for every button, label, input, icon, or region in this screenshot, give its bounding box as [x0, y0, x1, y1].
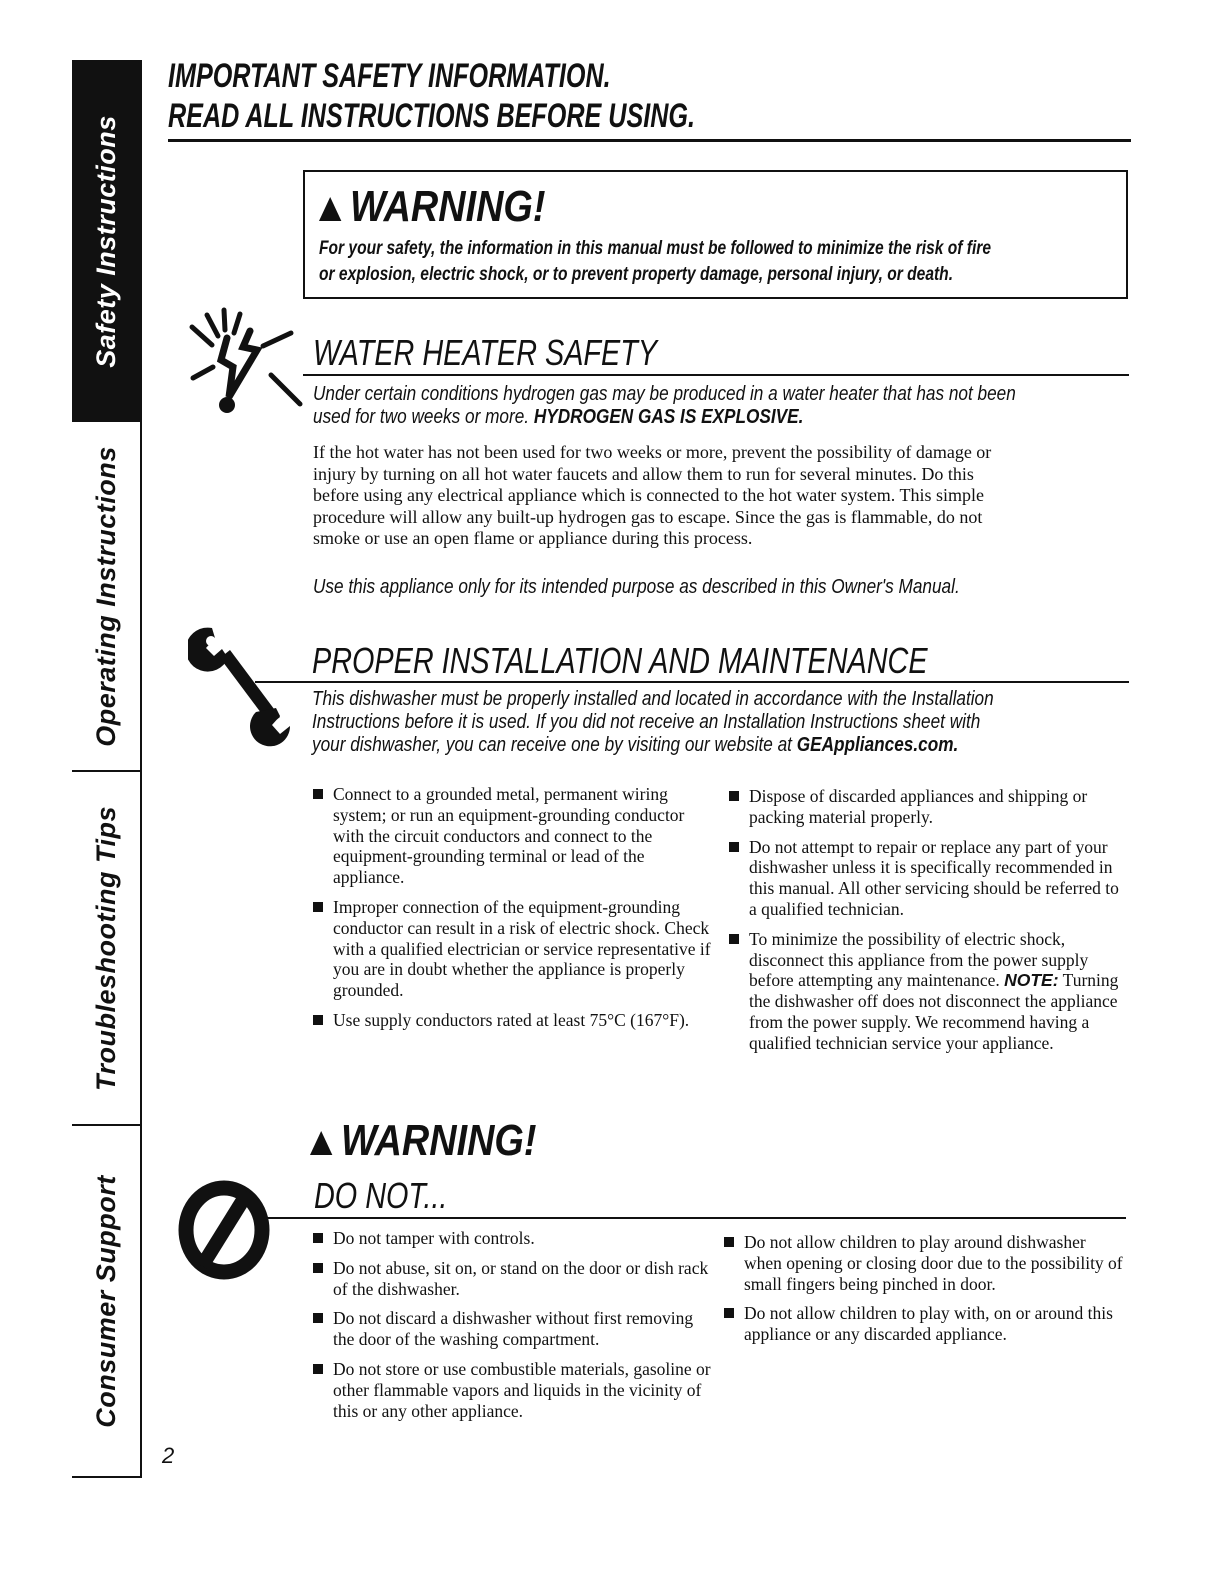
section-title-do-not: DO NOT...: [314, 1175, 448, 1216]
list-item: Do not attempt to repair or replace any part of your dishwasher unless it is specifically recommended in this manual. All other servicing should be referred to a qualified technician.: [729, 837, 1121, 920]
warning-title-2: WARNING!: [310, 1116, 536, 1166]
section-rule: [303, 374, 1129, 376]
note-label: NOTE:: [1004, 970, 1059, 991]
section-rule: [255, 681, 1129, 683]
warning-triangle-icon: [310, 1131, 332, 1155]
tab-label: Operating Instructions: [90, 445, 121, 747]
list-item: Do not tamper with controls.: [313, 1228, 713, 1249]
section-title-water-heater: WATER HEATER SAFETY: [313, 332, 658, 373]
tab-consumer-support[interactable]: [72, 1126, 140, 1476]
warning-box: [303, 170, 1128, 299]
water-heater-spark-icon: [185, 305, 305, 420]
warning-text: For your safety, the information in this manual must be followed to minimize the risk of fire or explosion, electric shock, or to prevent property damage, personal injury, or death.: [319, 238, 992, 285]
tab-label: Safety Instructions: [90, 114, 121, 368]
page-number: 2: [162, 1443, 175, 1468]
section-rule: [258, 1217, 1126, 1219]
do-not-right-column: [724, 1232, 1124, 1354]
list-item: Do not discard a dishwasher without first removing the door of the washing compartment.: [313, 1308, 713, 1350]
page-title-line-2: READ ALL INSTRUCTIONS BEFORE USING.: [168, 97, 695, 135]
installation-right-column: [729, 786, 1121, 1063]
title-rule: [168, 139, 1131, 142]
do-not-left-column: [313, 1228, 713, 1430]
page-title-line-1: IMPORTANT SAFETY INFORMATION.: [168, 57, 611, 95]
section-tabs: [72, 60, 142, 1478]
list-item: To minimize the possibility of electric shock, disconnect this appliance from the power supply before attempting any maintenance. NOTE: Turning the dishwasher off does not disconnect the appliance from the power supply. We recommend having a qualified technician service your appliance.: [729, 929, 1121, 1054]
list-item: Dispose of discarded appliances and shipping or packing material properly.: [729, 786, 1121, 828]
list-item: Use supply conductors rated at least 75°C (167°F).: [313, 1010, 713, 1031]
tab-safety-instructions[interactable]: [72, 60, 140, 422]
section-title-installation: PROPER INSTALLATION AND MAINTENANCE: [312, 640, 928, 681]
page-title: [168, 56, 695, 136]
list-item: Connect to a grounded metal, permanent wiring system; or run an equipment-grounding conductor with the circuit conductors and connect to the equipment-grounding terminal or lead of the appliance.: [313, 784, 713, 888]
warning-title: WARNING!: [319, 182, 545, 232]
tab-label: Troubleshooting Tips: [90, 805, 121, 1091]
prohibition-icon: [176, 1178, 276, 1283]
list-item: Improper connection of the equipment-grounding conductor can result in a risk of electric shock. Check with a qualified electrician or service representative if you are in doubt whether the appliance is properly grounded.: [313, 897, 713, 1001]
tab-troubleshooting-tips[interactable]: [72, 772, 140, 1124]
intended-purpose-note: Use this appliance only for its intended purpose as described in this Owner's Manual.: [313, 576, 960, 598]
tab-label: Consumer Support: [90, 1174, 121, 1428]
tab-operating-instructions[interactable]: [72, 422, 140, 770]
installation-left-column: [313, 784, 713, 1040]
list-item: Do not store or use combustible materials, gasoline or other flammable vapors and liquids in the vicinity of this or any other appliance.: [313, 1359, 713, 1421]
warning-triangle-icon: [319, 197, 341, 221]
water-heater-intro: Under certain conditions hydrogen gas may be produced in a water heater that has not been used for two weeks or more. HYDROGEN GAS IS EXPLOSIVE.: [313, 383, 1016, 428]
water-heater-body: If the hot water has not been used for two weeks or more, prevent the possibility of damage or injury by turning on all hot water faucets and allow them to run for several minutes. Do this before using any electrical appliance which is connected to the hot water system. This simple procedure will allow any built-up hydrogen gas to escape. Since the gas is flammable, do not smoke or use an open flame or appliance during this process.: [313, 442, 992, 548]
list-item: Do not allow children to play around dishwasher when opening or closing door due to the possibility of small fingers being pinched in door.: [724, 1232, 1124, 1294]
installation-intro: This dishwasher must be properly installed and located in accordance with the Installation Instructions before it is used. If you did not receive an Installation Instructions sheet with your dishwasher, you can receive one by visiting our website at GEAppliances.com.: [312, 688, 994, 756]
list-item: Do not abuse, sit on, or stand on the door or dish rack of the dishwasher.: [313, 1258, 713, 1300]
list-item: Do not allow children to play with, on or around this appliance or any discarded appliance.: [724, 1303, 1124, 1345]
wrench-icon: [188, 622, 293, 747]
